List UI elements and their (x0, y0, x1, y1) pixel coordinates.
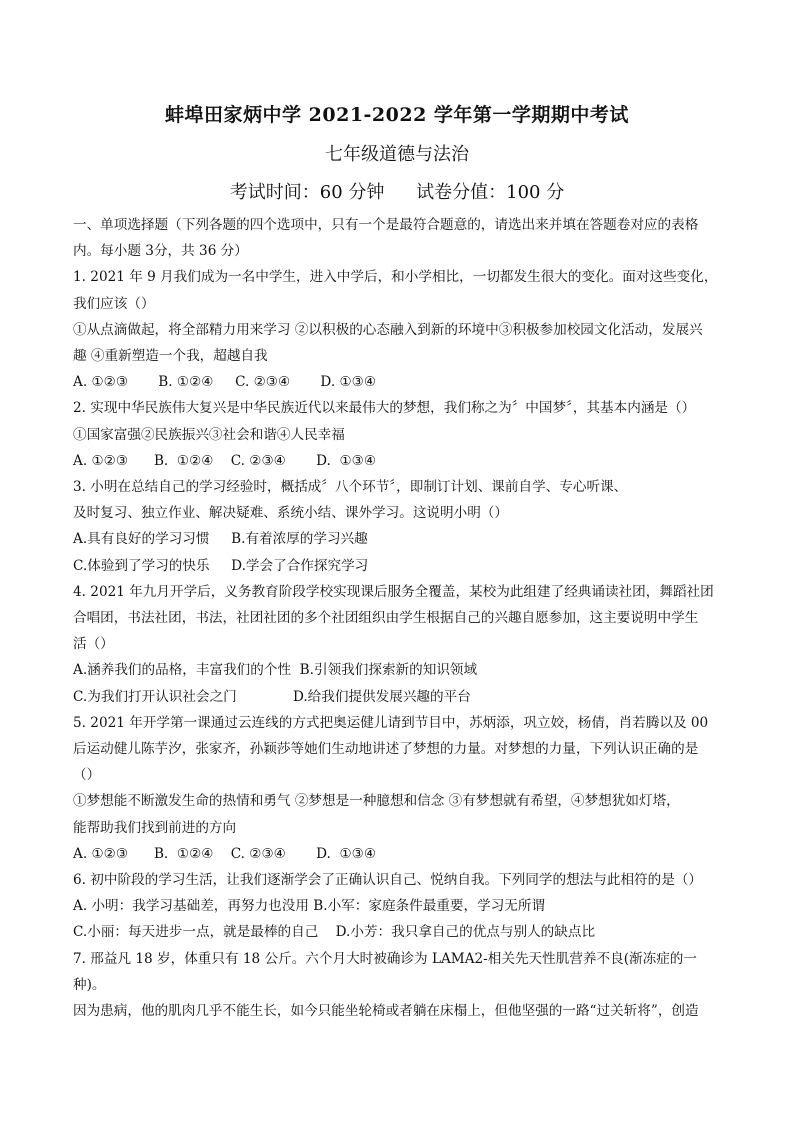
exam-score: 试卷分值：100 分 (416, 182, 565, 203)
answer-options: C.小丽：每天进步一点，就是最棒的自己 D.小芳：我只拿自己的优点与别人的缺点比 (73, 924, 596, 941)
exam-subtitle: 七年级道德与法治 (325, 144, 469, 165)
text-line: 5. 2021 年开学第一课通过云连线的方式把奥运健儿请到节目中，苏炳添，巩立姣，杨倩，肖若腾以及 00 (73, 714, 709, 731)
text-line: ①从点滴做起，将全部精力用来学习 ②以积极的心态融入到新的环境中③积极参加校园文化活动，发展兴 (73, 321, 703, 338)
text-line: 3. 小明在总结自己的学习经验时，概括成〞八个环节〞，即制订计划、课前自学、专心听课、 (73, 479, 628, 496)
text-line: 活（） (73, 636, 114, 653)
text-line: ①梦想能不断激发生命的热情和勇气 ②梦想是一种臆想和信念 ③有梦想就有希望，④梦想犹如灯塔， (73, 793, 680, 810)
text-line: 及时复习、独立作业、解决疑难、系统小结、课外学习。这说明小明（） (73, 505, 508, 522)
answer-options: A.具有良好的学习习惯 B.有着浓厚的学习兴趣 (73, 531, 368, 548)
exam-time-score (0, 178, 794, 204)
text-line: 能帮助我们找到前进的方向 (73, 819, 237, 836)
text-line: 7. 邢益凡 18 岁，体重只有 18 公斤。六个月大时被确诊为 LAMA2-相关先天性肌营养不良(渐冻症的一种)。 (73, 950, 697, 993)
question-body (73, 212, 723, 1024)
answer-options: C.为我们打开认识社会之门 D.给我们提供发展兴趣的平台 (73, 688, 471, 705)
text-line: 后运动健儿陈芋汐，张家齐，孙颖莎等她们生动地讲述了梦想的力量。对梦想的力量，下列认识正确的是 (73, 741, 699, 758)
text-line: （） (73, 767, 101, 784)
text-line: 6. 初中阶段的学习生活，让我们逐渐学会了正确认识自己、悦纳自我。下列同学的想法与此相符的是（） (73, 872, 703, 889)
answer-options: A.涵养我们的品格，丰富我们的个性 B.引领我们探索新的知识领域 (73, 662, 478, 679)
answer-options: C.体验到了学习的快乐 D.学会了合作探究学习 (73, 557, 369, 574)
text-line: 一、单项选择题（下列各题的四个选项中，只有一个是最符合题意的，请选出来并填在答题卷对应的表格 (73, 217, 699, 233)
exam-title: 蚌埠田家炳中学 2021-2022 学年第一学期期中考试 (165, 104, 629, 126)
exam-time: 考试时间：60 分钟 (229, 182, 385, 203)
text-line: 2. 实现中华民族伟大复兴是中华民族近代以来最伟大的梦想，我们称之为〞中国梦〞，其基本内涵是（） (73, 400, 696, 417)
answer-options: A. ①②③ B. ①②④ C. ②③④ D. ①③④ (73, 374, 377, 391)
text-line: 合唱团，书法社团，书法，社团社团的多个社团组织由学生根据自己的兴趣自愿参加，这主要说明中学生 (73, 610, 699, 627)
answer-options: A. ①②③ B. ①②④ C. ②③④ D. ①③④ (73, 452, 377, 469)
text-line: A. 小明：我学习基础差，再努力也没用 B.小军：家庭条件最重要，学习无所谓 (73, 898, 546, 915)
text-line: ①国家富强②民族振兴③社会和谐④人民幸福 (73, 426, 345, 443)
answer-options: A. ①②③ B. ①②④ C. ②③④ D. ①③④ (73, 845, 377, 862)
text-line: 内。每小题 3分，共 36 分） (73, 243, 248, 260)
text-line: 趣 ④重新塑造一个我，超越自我 (73, 348, 268, 365)
text-line: 我们应该（） (73, 295, 155, 312)
text-line: 1. 2021 年 9 月我们成为一名中学生，进入中学后，和小学相比，一切都发生很大的变化。面对这些变化， (73, 269, 718, 286)
text-line: 4. 2021 年九月开学后，义务教育阶段学校实现课后服务全覆盖，某校为此组建了经典诵读社团，舞蹈社团 (73, 583, 714, 600)
text-line: 因为患病，他的肌肉几乎不能生长，如今只能坐轮椅或者躺在床榻上，但他坚强的一路“过关斩将”，创造 (73, 1003, 699, 1020)
